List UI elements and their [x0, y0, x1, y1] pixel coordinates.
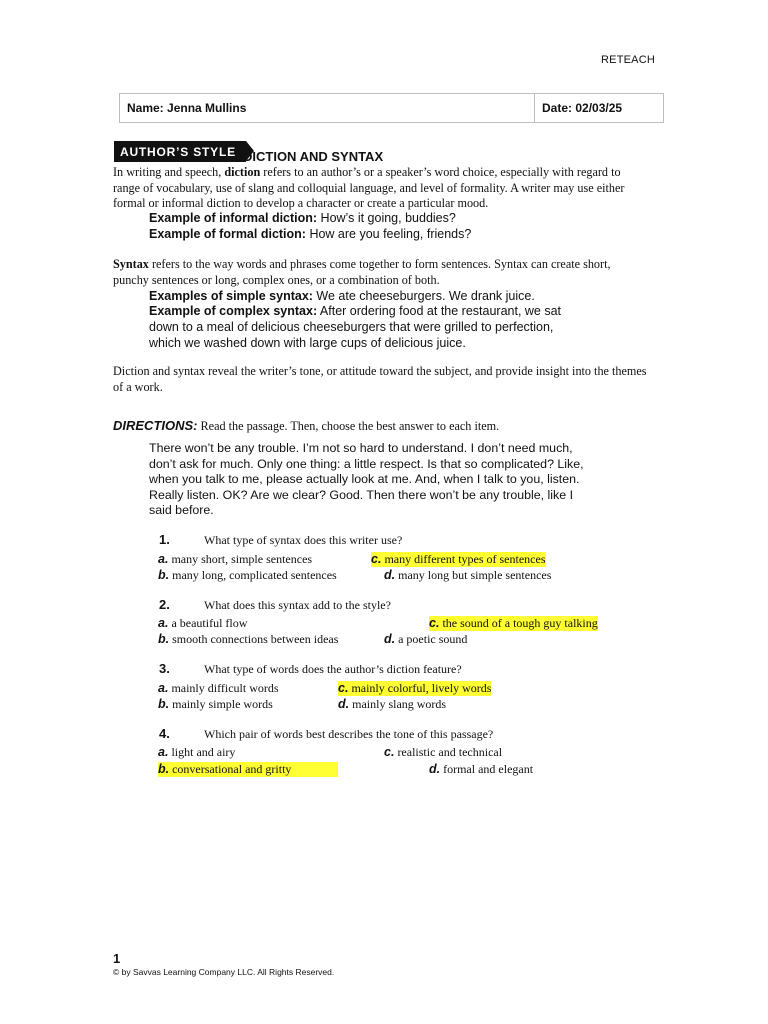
- formal-diction-example: Example of formal diction: How are you feeling, friends?: [149, 227, 472, 241]
- answer-option[interactable]: a. light and airy: [158, 745, 236, 759]
- question-number: 4.: [159, 726, 170, 741]
- diction-paragraph: In writing and speech, diction refers to an author’s or a speaker’s word choice, especially with regard to range of vocabulary, use of slang and colloquial language, and level of formality. A writer may use either formal or informal diction to develop a character or create a particular mood.: [113, 165, 625, 210]
- question-text: What does this syntax add to the style?: [204, 598, 391, 612]
- informal-diction-example: Example of informal diction: How’s it going, buddies?: [149, 211, 456, 225]
- answer-option[interactable]: d. a poetic sound: [384, 632, 468, 646]
- answer-option[interactable]: d. formal and elegant: [429, 762, 534, 776]
- syntax-paragraph: Syntax refers to the way words and phrases come together to form sentences. Syntax can create short, punchy sentences or long, complex ones, or a combination of both.: [113, 257, 611, 287]
- copyright-notice: © by Savvas Learning Company LLC. All Rights Reserved.: [113, 967, 335, 977]
- answer-option[interactable]: b. many long, complicated sentences: [158, 568, 337, 582]
- section-badge: AUTHOR’S STYLE: [114, 141, 246, 162]
- answer-option-selected[interactable]: c. mainly colorful, lively words: [338, 681, 492, 695]
- answer-option[interactable]: c. realistic and technical: [384, 745, 503, 759]
- syntax-term: Syntax: [113, 257, 149, 271]
- question-text: What type of syntax does this writer use?: [204, 533, 403, 547]
- student-info-box: [119, 93, 664, 123]
- reteach-label: RETEACH: [601, 54, 655, 66]
- answer-option[interactable]: b. smooth connections between ideas: [158, 632, 339, 646]
- answer-option[interactable]: b. mainly simple words: [158, 697, 273, 711]
- answer-option-selected[interactable]: c. many different types of sentences: [371, 552, 546, 566]
- answer-option[interactable]: d. many long but simple sentences: [384, 568, 552, 582]
- answer-option[interactable]: a. mainly difficult words: [158, 681, 279, 695]
- closing-paragraph: Diction and syntax reveal the writer’s tone, or attitude toward the subject, and provide insight into the themes of a work.: [113, 364, 647, 394]
- answer-option[interactable]: a. a beautiful flow: [158, 616, 248, 630]
- question-text: What type of words does the author’s diction feature?: [204, 662, 462, 676]
- answer-option[interactable]: a. many short, simple sentences: [158, 552, 313, 566]
- answer-option-selected[interactable]: b. conversational and gritty: [158, 762, 338, 777]
- answer-option-selected[interactable]: c. the sound of a tough guy talking: [429, 616, 598, 630]
- question-number: 2.: [159, 597, 170, 612]
- reading-passage: There won’t be any trouble. I’m not so hard to understand. I don’t need much, don’t ask for much. Only one thing: a little respect. Is that so complicated? Like, when you talk to me, please actually look at me. And, when I talk to you, listen. Really listen. OK? Are we clear? Good. Then there won’t be any trouble, like I said before.: [149, 441, 584, 518]
- student-name: Name: Jenna Mullins: [120, 94, 535, 122]
- question-text: Which pair of words best describes the tone of this passage?: [204, 727, 494, 741]
- diction-term: diction: [224, 165, 261, 179]
- directions: DIRECTIONS: Read the passage. Then, choose the best answer to each item.: [113, 418, 500, 433]
- complex-syntax-example: Example of complex syntax: After ordering food at the restaurant, we sat down to a meal of delicious cheeseburgers that were grilled to perfection, which we washed down with large cups of delicious juice.: [149, 304, 562, 350]
- simple-syntax-example: Examples of simple syntax: We ate cheeseburgers. We drank juice.: [149, 289, 535, 303]
- answer-option[interactable]: d. mainly slang words: [338, 697, 447, 711]
- question-number: 1.: [159, 532, 170, 547]
- assignment-date: Date: 02/03/25: [542, 101, 623, 115]
- page-number: 1: [113, 951, 121, 966]
- question-number: 3.: [159, 661, 170, 676]
- topic-title: DICTION AND SYNTAX: [243, 149, 384, 164]
